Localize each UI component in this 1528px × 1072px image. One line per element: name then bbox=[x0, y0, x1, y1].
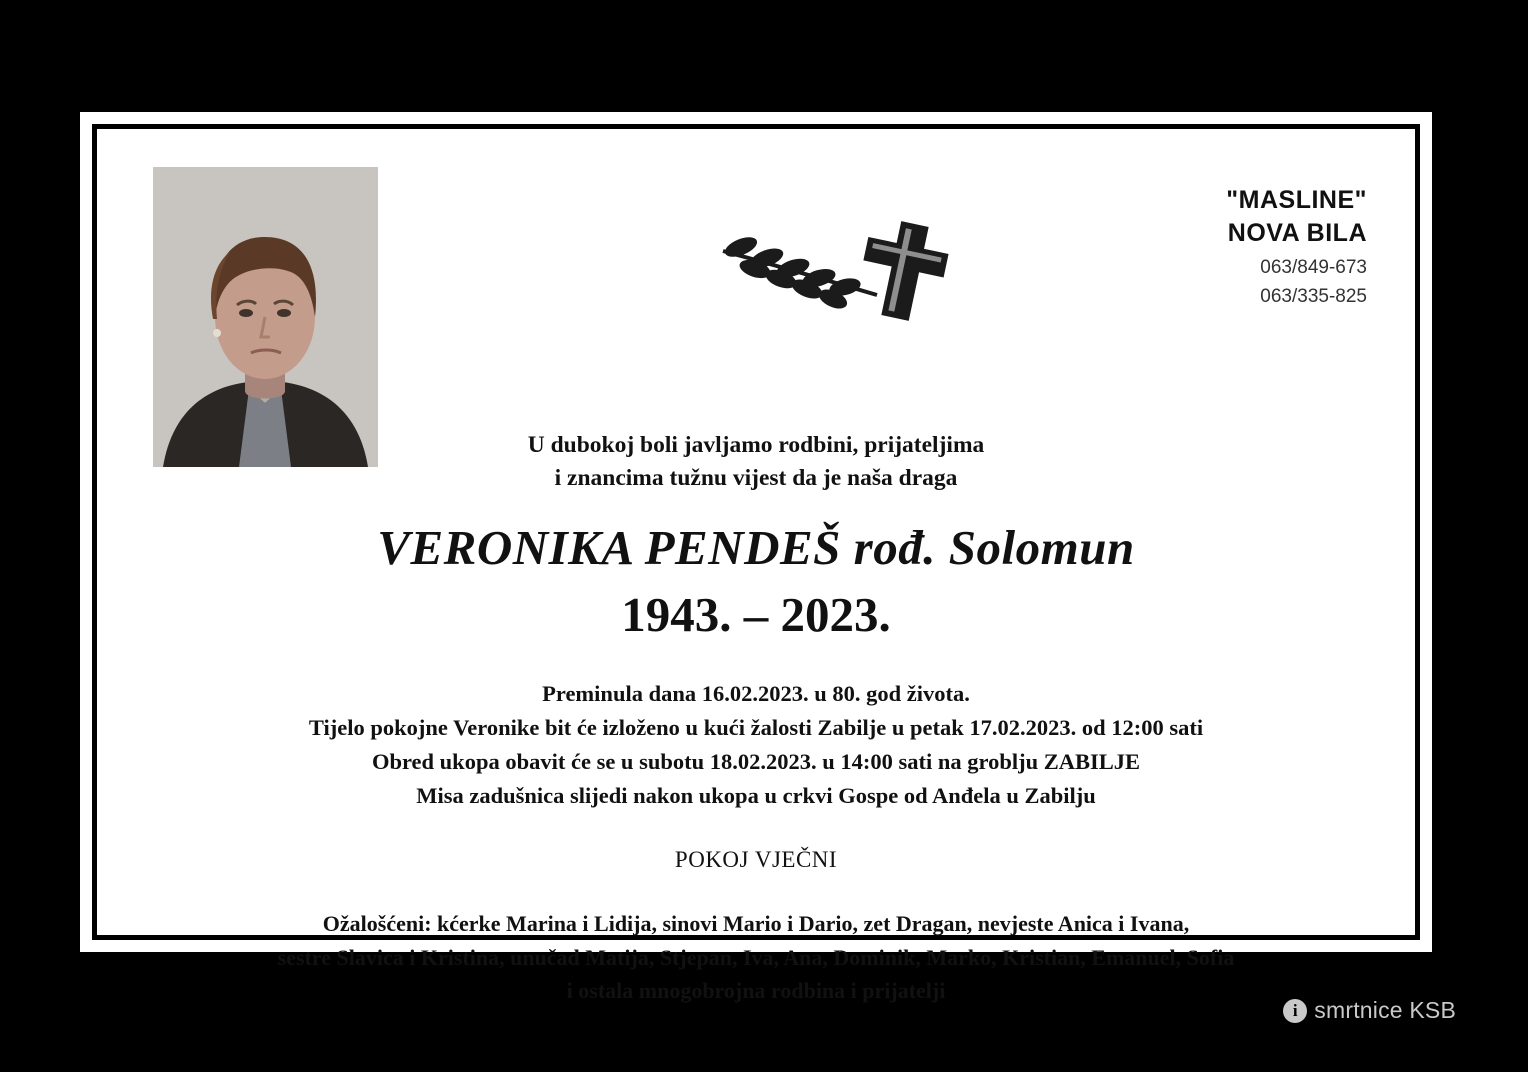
intro-line-1: U dubokoj boli javljamo rodbini, prijateljima bbox=[527, 432, 985, 458]
mourners-line-1: Ožalošćeni: kćerke Marina i Lidija, sinovi Mario i Dario, zet Dragan, nevjeste Anica i Ivana, bbox=[322, 911, 1190, 937]
obituary-text-block bbox=[165, 429, 1347, 1008]
life-years: 1943. – 2023. bbox=[621, 587, 891, 643]
detail-line-mass: Misa zadušnica slijedi nakon ukopa u crkvi Gospe od Anđela u Zabilju bbox=[416, 783, 1096, 809]
funeral-company-name: "MASLINE" bbox=[1226, 186, 1367, 214]
deceased-portrait-photo bbox=[153, 167, 378, 467]
site-watermark bbox=[1283, 997, 1456, 1024]
funeral-details bbox=[165, 677, 1347, 814]
detail-line-burial: Obred ukopa obavit će se u subotu 18.02.2023. u 14:00 sati na groblju ZABILJE bbox=[371, 748, 1141, 774]
obituary-frame bbox=[80, 112, 1432, 1004]
mourners-block bbox=[165, 907, 1347, 1007]
obituary-card bbox=[105, 137, 1407, 1004]
funeral-company-city: NOVA BILA bbox=[1227, 219, 1367, 248]
obituary-inner-border bbox=[92, 124, 1420, 1004]
intro-line-2: i znancima tužnu vijest da je naša draga bbox=[554, 465, 958, 492]
mourners-line-3: i ostala mnogobrojna rodbina i prijatelji bbox=[566, 978, 946, 1004]
funeral-company-block bbox=[1226, 185, 1367, 309]
info-icon: i bbox=[1283, 999, 1307, 1023]
detail-line-viewing: Tijelo pokojne Veronike bit će izloženo u kući žalosti Zabilje u petak 17.02.2023. od 12:00 sati bbox=[308, 714, 1204, 740]
funeral-company-phone-2: 063/335-825 bbox=[1260, 286, 1367, 308]
cross-with-olive-branch-icon bbox=[705, 217, 985, 327]
eternal-rest-line: POKOJ VJEČNI bbox=[674, 847, 838, 873]
deceased-name: VERONIKA PENDEŠ rođ. Solomun bbox=[377, 519, 1135, 575]
watermark-label: smrtnice KSB bbox=[1314, 997, 1456, 1023]
mourners-line-2: sestre Slavica i Kristina, unučad Matija, Stjepan, Iva, Ana, Dominik, Marko, Kristian, Emanuel, Sofia bbox=[277, 944, 1235, 970]
detail-line-death: Preminula dana 16.02.2023. u 80. god života. bbox=[542, 680, 970, 706]
funeral-company-phone-1: 063/849-673 bbox=[1260, 256, 1367, 278]
